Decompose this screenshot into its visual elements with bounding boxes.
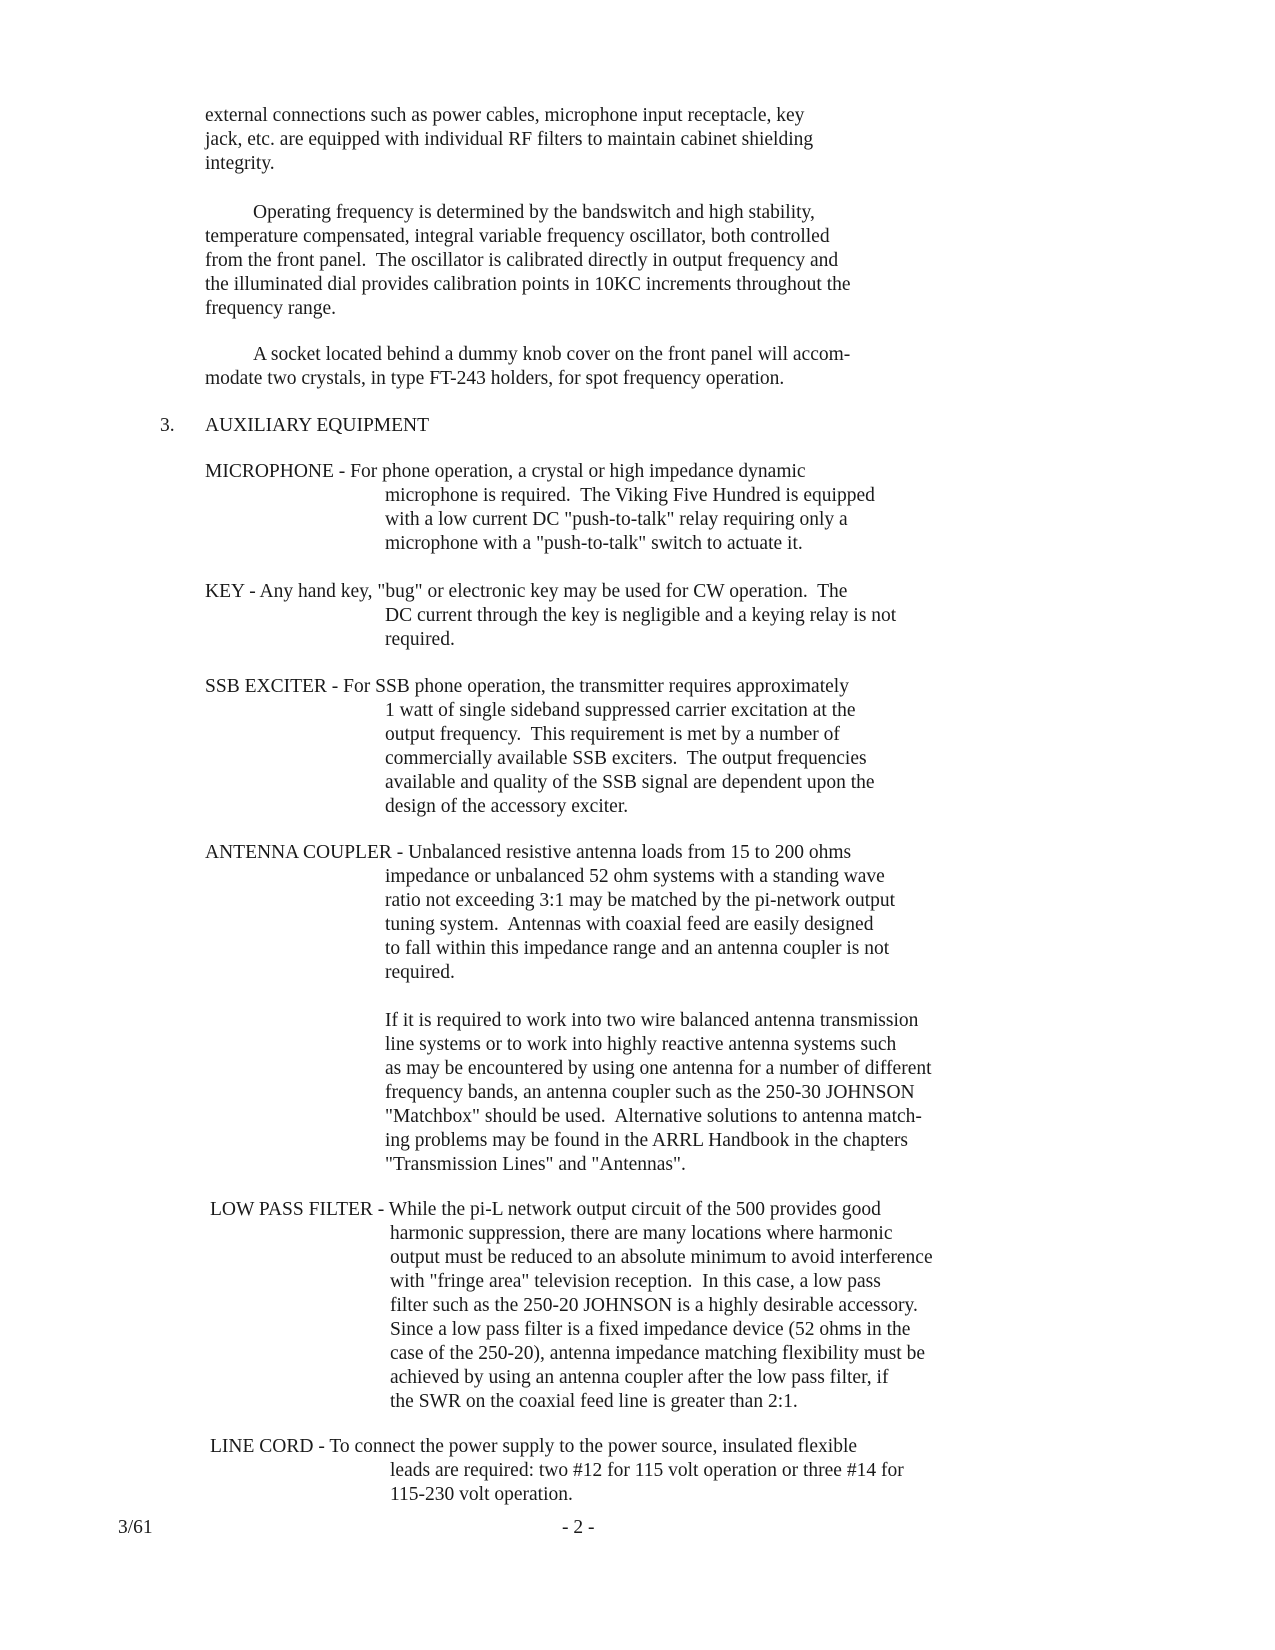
section-title: AUXILIARY EQUIPMENT bbox=[205, 415, 430, 436]
paragraph-shielding bbox=[0, 104, 1275, 176]
text-line: modate two crystals, in type FT-243 holders, for spot frequency operation. bbox=[205, 368, 785, 389]
item-microphone bbox=[0, 460, 1275, 556]
text-line: 1 watt of single sideband suppressed carrier excitation at the bbox=[385, 700, 856, 721]
text-line: temperature compensated, integral variable frequency oscillator, both controlled bbox=[205, 226, 830, 247]
text-line: output frequency. This requirement is met by a number of bbox=[385, 724, 840, 745]
text-line: ANTENNA COUPLER - Unbalanced resistive antenna loads from 15 to 200 ohms bbox=[205, 842, 852, 863]
text-line: filter such as the 250-20 JOHNSON is a highly desirable accessory. bbox=[390, 1295, 918, 1316]
text-line: to fall within this impedance range and an antenna coupler is not bbox=[385, 938, 890, 959]
section-heading bbox=[160, 414, 429, 438]
section-number: 3. bbox=[160, 415, 175, 436]
text-line: case of the 250-20), antenna impedance matching flexibility must be bbox=[390, 1343, 925, 1364]
text-line: impedance or unbalanced 52 ohm systems with a standing wave bbox=[385, 866, 885, 887]
text-line: "Transmission Lines" and "Antennas". bbox=[385, 1154, 686, 1175]
text-line: line systems or to work into highly reactive antenna systems such bbox=[385, 1034, 897, 1055]
item-key bbox=[0, 580, 1275, 652]
page-number: - 2 - bbox=[562, 1517, 595, 1538]
text-line: DC current through the key is negligible and a keying relay is not bbox=[385, 605, 897, 626]
text-line: required. bbox=[385, 962, 455, 983]
text-line: ing problems may be found in the ARRL Handbook in the chapters bbox=[385, 1130, 908, 1151]
paragraph-operating-frequency bbox=[0, 201, 1275, 321]
text-line: A socket located behind a dummy knob cover on the front panel will accom- bbox=[253, 344, 851, 365]
text-line: with a low current DC "push-to-talk" relay requiring only a bbox=[385, 509, 848, 530]
text-line: Since a low pass filter is a fixed impedance device (52 ohms in the bbox=[390, 1319, 911, 1340]
text-line: available and quality of the SSB signal are dependent upon the bbox=[385, 772, 875, 793]
text-line: LOW PASS FILTER - While the pi-L network output circuit of the 500 provides good bbox=[210, 1199, 881, 1220]
item-antenna-coupler-note bbox=[0, 1009, 1275, 1177]
text-line: ratio not exceeding 3:1 may be matched by the pi-network output bbox=[385, 890, 896, 911]
text-line: from the front panel. The oscillator is calibrated directly in output frequency and bbox=[205, 250, 839, 271]
text-line: with "fringe area" television reception. In this case, a low pass bbox=[390, 1271, 881, 1292]
text-line: LINE CORD - To connect the power supply to the power source, insulated flexible bbox=[210, 1436, 858, 1457]
text-line: design of the accessory exciter. bbox=[385, 796, 629, 817]
text-line: harmonic suppression, there are many locations where harmonic bbox=[390, 1223, 893, 1244]
text-line: 115-230 volt operation. bbox=[390, 1484, 573, 1505]
text-line: If it is required to work into two wire balanced antenna transmission bbox=[385, 1010, 919, 1031]
text-line: microphone is required. The Viking Five Hundred is equipped bbox=[385, 485, 875, 506]
footer-date: 3/61 bbox=[118, 1517, 153, 1538]
item-ssb-exciter bbox=[0, 675, 1275, 819]
text-line: MICROPHONE - For phone operation, a crystal or high impedance dynamic bbox=[205, 461, 806, 482]
text-line: the illuminated dial provides calibration points in 10KC increments throughout the bbox=[205, 274, 851, 295]
text-line: achieved by using an antenna coupler after the low pass filter, if bbox=[390, 1367, 889, 1388]
item-low-pass-filter bbox=[5, 1198, 1275, 1414]
text-line: output must be reduced to an absolute minimum to avoid interference bbox=[390, 1247, 933, 1268]
text-line: the SWR on the coaxial feed line is greater than 2:1. bbox=[390, 1391, 798, 1412]
text-line: leads are required: two #12 for 115 volt operation or three #14 for bbox=[390, 1460, 904, 1481]
text-line: Operating frequency is determined by the bandswitch and high stability, bbox=[253, 202, 815, 223]
text-line: commercially available SSB exciters. The output frequencies bbox=[385, 748, 867, 769]
text-line: tuning system. Antennas with coaxial feed are easily designed bbox=[385, 914, 874, 935]
text-line: microphone with a "push-to-talk" switch to actuate it. bbox=[385, 533, 803, 554]
text-line: SSB EXCITER - For SSB phone operation, the transmitter requires approximately bbox=[205, 676, 849, 697]
text-line: external connections such as power cables, microphone input receptacle, key bbox=[205, 105, 805, 126]
text-line: frequency bands, an antenna coupler such as the 250-30 JOHNSON bbox=[385, 1082, 915, 1103]
text-line: as may be encountered by using one antenna for a number of different bbox=[385, 1058, 932, 1079]
text-line: integrity. bbox=[205, 153, 275, 174]
text-line: jack, etc. are equipped with individual RF filters to maintain cabinet shielding bbox=[205, 129, 814, 150]
text-line: KEY - Any hand key, "bug" or electronic key may be used for CW operation. The bbox=[205, 581, 848, 602]
item-line-cord bbox=[5, 1435, 1275, 1507]
paragraph-crystal-socket bbox=[0, 343, 1275, 391]
text-line: required. bbox=[385, 629, 455, 650]
text-line: "Matchbox" should be used. Alternative solutions to antenna match- bbox=[385, 1106, 922, 1127]
text-line: frequency range. bbox=[205, 298, 337, 319]
item-antenna-coupler bbox=[0, 841, 1275, 985]
